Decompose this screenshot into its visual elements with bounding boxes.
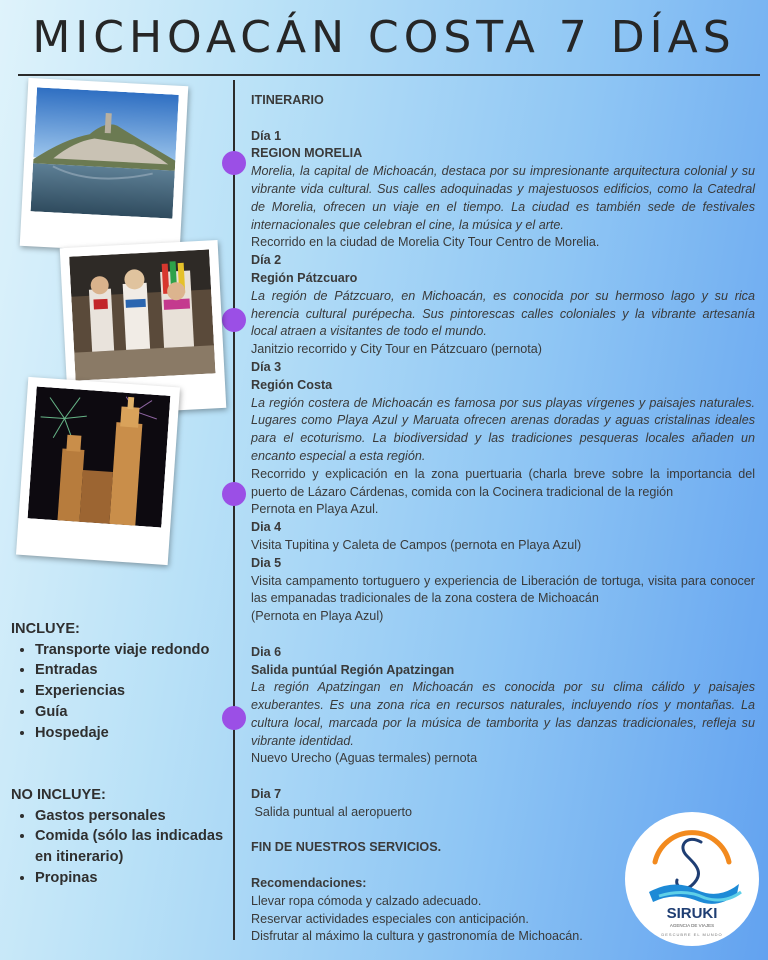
day7-activity: Salida puntual al aeropuerto xyxy=(251,804,413,819)
logo-tagline: AGENCIA DE VIAJES xyxy=(669,923,715,928)
excludes-item: • Gastos personales xyxy=(35,806,226,827)
photo-janitzio xyxy=(20,78,189,254)
day6-label: Dia 6 xyxy=(251,644,282,659)
day4-activity: Visita Tupitina y Caleta de Campos (pernota en Playa Azul) xyxy=(251,537,582,552)
day5-stay: (Pernota en Playa Azul) xyxy=(251,609,384,624)
timeline-dot xyxy=(222,151,246,175)
day1-description: Morelia, la capital de Michoacán, destaca por su impresionante arquitectura colonial y su vibrante vida cultural. Sus calles adoquinadas y majestuosos edificios, como la Catedral de Morelia, ofrecen un viaje en el tiempo. La ciudad es también sede de festivales internacionales que celebran el cine, la música y el arte. xyxy=(251,164,755,232)
recommendation-item: Disfrutar al máximo la cultura y gastronomía de Michoacán. xyxy=(251,929,583,944)
siruki-logo xyxy=(625,812,759,946)
logo-name: SIRUKI xyxy=(666,905,718,922)
photo-cathedral xyxy=(16,377,180,565)
day4-label: Dia 4 xyxy=(251,520,282,535)
dancers-image xyxy=(69,249,215,380)
recommendation-item: Reservar actividades especiales con anticipación. xyxy=(251,911,529,926)
day2-label: Día 2 xyxy=(251,253,282,268)
includes-heading: INCLUYE: xyxy=(11,621,80,637)
day5-label: Dia 5 xyxy=(251,555,282,570)
day3-label: Día 3 xyxy=(251,359,282,374)
end-of-services: FIN DE NUESTROS SERVICIOS. xyxy=(251,840,442,855)
logo-slogan: DESCUBRE EL MUNDO xyxy=(661,932,723,937)
janitzio-island-image xyxy=(31,87,179,218)
excludes-item: • Propinas xyxy=(35,868,226,889)
itinerary-heading: ITINERARIO xyxy=(251,93,324,107)
includes-item: • Transporte viaje redondo xyxy=(35,640,226,661)
day6-title: Salida puntúal Región Apatzingan xyxy=(251,662,455,677)
day6-activity: Nuevo Urecho (Aguas termales) pernota xyxy=(251,751,478,766)
day2-activity: Janitzio recorrido y City Tour en Pátzcuaro (pernota) xyxy=(251,342,542,357)
day1-title: REGION MORELIA xyxy=(251,146,363,161)
day1-activity: Recorrido en la ciudad de Morelia City Tour Centro de Morelia. xyxy=(251,235,600,250)
page-title: MICHOACÁN COSTA 7 DÍAS xyxy=(32,12,736,63)
includes-item: • Hospedaje xyxy=(35,723,226,744)
excludes-list xyxy=(11,806,226,889)
timeline-dot xyxy=(222,482,246,506)
day3-title: Región Costa xyxy=(251,377,333,392)
recommendations-heading: Recomendaciones: xyxy=(251,876,367,891)
day5-activity: Visita campamento tortuguero y experiencia de Liberación de tortuga, visita para conocer las empanadas tradicionales de la zona costera de Michoacán xyxy=(251,573,755,606)
title-divider xyxy=(18,74,760,76)
day3-description: La región costera de Michoacán es famosa por sus playas vírgenes y paisajes naturales. Lugares como Playa Azul y Maruata ofrecen arenas doradas y aguas cristalinas ideales para el ecoturismo. La biodiversidad y las tradiciones pesqueras locales añaden un encanto especial a esta región. xyxy=(251,395,755,463)
timeline-dot xyxy=(222,308,246,332)
includes-item: • Experiencias xyxy=(35,681,226,702)
excludes-item: • Comida (sólo las indicadas en itinerario) xyxy=(35,826,226,867)
includes-item: • Guía xyxy=(35,702,226,723)
day2-description: La región de Pátzcuaro, en Michoacán, es conocida por su hermoso lago y su rica herencia cultural purépecha. Sus pintorescas calles coloniales y la vibrante artesanía local atraen a visitantes de todo el mundo. xyxy=(251,288,755,339)
day3-stay: Pernota en Playa Azul. xyxy=(251,502,379,517)
day7-label: Dia 7 xyxy=(251,787,282,802)
siruki-logo-mark xyxy=(625,812,759,946)
day3-activity: Recorrido y explicación en la zona puertuaria (charla breve sobre la importancia del puerto de Lázaro Cárdenas, comida con la Cocinera tradicional de la región xyxy=(251,466,755,499)
timeline-line xyxy=(233,80,235,940)
cathedral-night-image xyxy=(28,387,171,528)
day1-label: Día 1 xyxy=(251,128,282,143)
excludes-section xyxy=(11,785,226,889)
includes-list xyxy=(11,640,226,744)
excludes-heading: NO INCLUYE: xyxy=(11,787,106,803)
includes-item: • Entradas xyxy=(35,660,226,681)
day6-description: La región Apatzingan en Michoacán es conocida por su clima cálido y paisajes exuberantes. Es una zona rica en recursos naturales, incluyendo ríos y montañas. La cultura local, marcada por la música de tamborita y las danzas tradicionales, refleja su vibrante identidad. xyxy=(251,680,755,748)
recommendation-item: Llevar ropa cómoda y calzado adecuado. xyxy=(251,893,482,908)
includes-section xyxy=(11,619,226,743)
day2-title: Región Pátzcuaro xyxy=(251,270,358,285)
